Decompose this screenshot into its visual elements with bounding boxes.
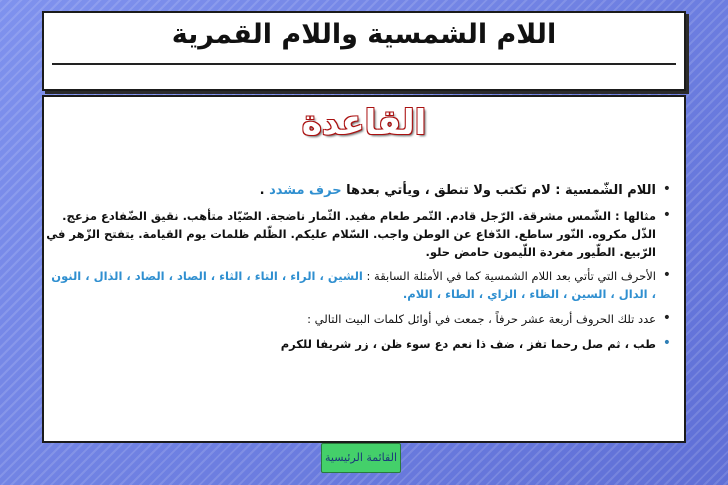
letters-intro: الأحرف التي تأتي بعد اللام الشمسية كما في الأمثلة السابقة :: [362, 269, 656, 283]
title-panel: [42, 11, 686, 91]
page-title: اللام الشمسية واللام القمرية: [171, 19, 557, 50]
definition-end: .: [259, 183, 270, 198]
list-item-verse: [44, 335, 678, 353]
verse-text: طب ، ثم صل رحما تفز ، ضف ذا نعم دع سوء ظن ، زر شريفا للكرم: [280, 337, 656, 351]
definition-text: اللام الشّمسية : لام تكتب ولا تنطق ، ويأتي بعدها: [341, 183, 656, 198]
bullet-icon: •: [662, 207, 671, 223]
content-panel: [42, 95, 686, 443]
list-item-count: [44, 310, 678, 328]
bullet-list: [44, 181, 678, 360]
count-text: عدد تلك الحروف أربعة عشر حرفاً ، جمعت في أوائل كلمات البيت التالي :: [307, 312, 656, 326]
bullet-icon: •: [662, 310, 671, 326]
main-menu-button[interactable]: القائمة الرئيسية: [321, 443, 401, 473]
letters-list: الشين ، الراء ، التاء ، الثاء ، الصاد ، الضاد ، الذال ، النون ، الدال ، السين ، الظاء ، الزاي ، الطاء ، اللام.: [51, 269, 656, 301]
list-item-examples: [44, 207, 678, 261]
bullet-icon: •: [662, 335, 671, 351]
examples-text: مثالها : الشّمس مشرقة. الرّجل قادم. التّمر طعام مفيد. الثّمار ناضجة. الصّيّاد متأهب. نقيق الضّفادع مزعج. الذّل مكروه. النّور ساطع. الدّفاع عن الوطن واجب. السّلام عليكم. الظّلم ظلمات يوم القيامة. يتفتح الزّهر في الرّبيع. الطّيور مغردة اللّيمون حامض حلو.: [46, 209, 656, 259]
list-item-definition: [44, 181, 678, 200]
rule-heading: القاعدة: [301, 103, 427, 143]
bullet-icon: •: [662, 267, 671, 283]
list-item-letters: [44, 267, 678, 303]
bullet-icon: •: [662, 181, 671, 197]
definition-highlight: حرف مشدد: [269, 183, 342, 198]
title-divider: [52, 63, 676, 65]
